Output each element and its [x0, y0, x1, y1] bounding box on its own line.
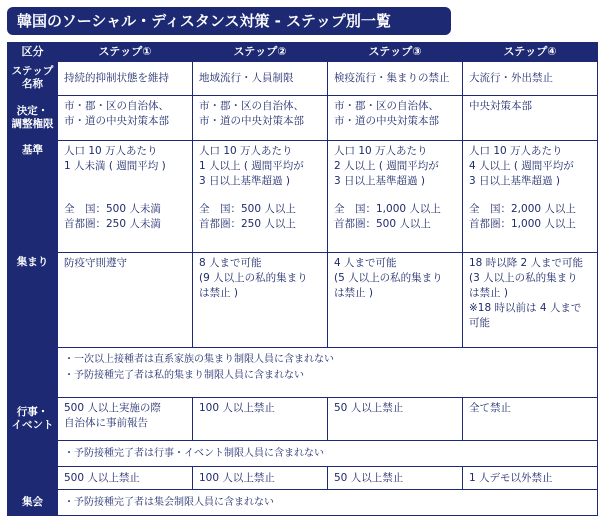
- cell-events-limit-3: 50 人以上禁止: [328, 467, 463, 490]
- cell-events-1: 500 人以上実施の際 自治体に事前報告: [58, 397, 193, 440]
- label-events: 行事・ イベント: [8, 397, 58, 489]
- gathering-note-fully-vaccinated: ・予防接種完了者は私的集まり制限人員に含まれない: [64, 370, 304, 382]
- rally-note: ・予防接種完了者は集会制限人員に含まれない: [58, 490, 598, 516]
- cell-step-name-1: 持続的抑制状態を維持: [58, 61, 193, 95]
- row-events-limits: [8, 467, 598, 490]
- header-step-1: ステップ①: [58, 43, 193, 62]
- cell-events-2: 100 人以上禁止: [193, 397, 328, 440]
- gathering-note-first-dose: ・一次以上接種者は直系家族の集まり制限人員に含まれない: [64, 354, 334, 366]
- criteria-per-capita-4: 人口 10 万人あたり 4 人以上 ( 週間平均が 3 日以上基準超過 ): [469, 145, 574, 188]
- cell-criteria-1: [58, 141, 193, 253]
- label-gathering: 集まり: [8, 253, 58, 398]
- criteria-totals-1: 全 国：500 人未満 首都圏：250 人未満: [64, 203, 161, 231]
- cell-events-limit-2: 100 人以上禁止: [193, 467, 328, 490]
- cell-gathering-2: 8 人まで可能 (9 人以上の私的集まり は禁止 ): [193, 253, 328, 348]
- row-criteria: [8, 141, 598, 253]
- cell-events-limit-1: 500 人以上禁止: [58, 467, 193, 490]
- events-note: ・予防接種完了者は行事・イベント制限人員に含まれない: [58, 441, 598, 467]
- cell-criteria-4: [463, 141, 598, 253]
- label-step-name: ステップ 名称: [8, 61, 58, 95]
- row-authority: [8, 95, 598, 141]
- cell-step-name-4: 大流行・外出禁止: [463, 61, 598, 95]
- cell-authority-2: 市・郡・区の自治体、 市・道の中央対策本部: [193, 95, 328, 141]
- cell-step-name-3: 検疫流行・集まりの禁止: [328, 61, 463, 95]
- cell-authority-3: 市・郡・区の自治体、 市・道の中央対策本部: [328, 95, 463, 141]
- cell-criteria-2: [193, 141, 328, 253]
- cell-criteria-3: [328, 141, 463, 253]
- criteria-per-capita-3: 人口 10 万人あたり 2 人以上 ( 週間平均が 3 日以上基準超過 ): [334, 145, 439, 188]
- criteria-per-capita-1: 人口 10 万人あたり 1 人未満 ( 週間平均 ): [64, 145, 166, 173]
- gathering-notes: [58, 348, 598, 398]
- row-gathering-notes: [8, 348, 598, 398]
- label-criteria: 基準: [8, 141, 58, 253]
- page-title: 韓国のソーシャル・ディスタンス対策 - ステップ別一覧: [7, 7, 451, 35]
- cell-gathering-1: 防疫守則遵守: [58, 253, 193, 348]
- row-events-note: [8, 441, 598, 467]
- step-table: [7, 42, 598, 516]
- criteria-per-capita-2: 人口 10 万人あたり 1 人以上 ( 週間平均が 3 日以上基準超過 ): [199, 145, 304, 188]
- header-category: 区分: [8, 43, 58, 62]
- row-step-name: [8, 61, 598, 95]
- label-rally: 集会: [8, 490, 58, 516]
- cell-gathering-3: 4 人まで可能 (5 人以上の私的集まり は禁止 ): [328, 253, 463, 348]
- criteria-totals-2: 全 国：500 人以上 首都圏：250 人以上: [199, 203, 296, 231]
- header-step-4: ステップ④: [463, 43, 598, 62]
- label-authority: 決定・ 調整権限: [8, 95, 58, 141]
- criteria-totals-3: 全 国：1,000 人以上 首都圏：500 人以上: [334, 203, 441, 231]
- cell-events-3: 50 人以上禁止: [328, 397, 463, 440]
- row-gathering: [8, 253, 598, 348]
- cell-gathering-4: 18 時以降 2 人まで可能 (3 人以上の私的集まり は禁止 ) ※18 時以前は 4 人まで 可能: [463, 253, 598, 348]
- cell-authority-1: 市・郡・区の自治体、 市・道の中央対策本部: [58, 95, 193, 141]
- criteria-totals-4: 全 国：2,000 人以上 首都圏：1,000 人以上: [469, 203, 576, 231]
- cell-events-limit-4: 1 人デモ以外禁止: [463, 467, 598, 490]
- row-rally: [8, 490, 598, 516]
- header-row: [8, 43, 598, 62]
- header-step-2: ステップ②: [193, 43, 328, 62]
- row-events: [8, 397, 598, 440]
- cell-step-name-2: 地域流行・人員制限: [193, 61, 328, 95]
- header-step-3: ステップ③: [328, 43, 463, 62]
- cell-events-4: 全て禁止: [463, 397, 598, 440]
- cell-authority-4: 中央対策本部: [463, 95, 598, 141]
